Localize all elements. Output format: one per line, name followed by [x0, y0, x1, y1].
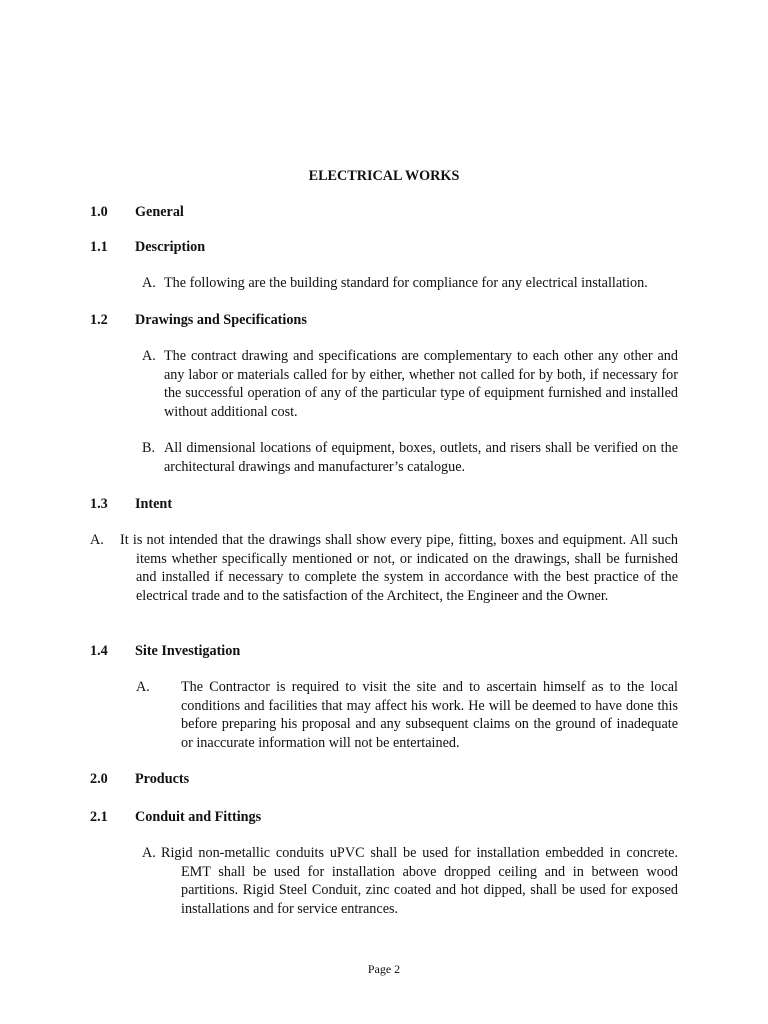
section-title: Description: [135, 239, 206, 255]
section-heading-2-1: [90, 808, 261, 826]
section-heading-2-0: [90, 770, 189, 788]
list-item-1-2-a: [142, 347, 678, 421]
list-marker: A.: [136, 679, 150, 695]
section-number: 1.0: [90, 204, 108, 220]
section-heading-1-1: [90, 238, 205, 256]
list-item-1-4-a: [136, 678, 678, 752]
page-number: Page 2: [367, 962, 401, 976]
paragraph: Rigid non-metallic conduits uPVC shall be used for installation embedded in concrete. EMT shall be used for installation above dropped ceiling and in between wood partitions. Rigid Steel Conduit, zinc coated and hot dipped, shall be used for exposed installations and for service entrances.: [161, 845, 678, 917]
section-number: 1.1: [90, 239, 108, 255]
paragraph: All dimensional locations of equipment, boxes, outlets, and risers shall be verified on the architectural drawings and manufacturer’s catalogue.: [164, 440, 678, 475]
list-item-1-3-a: [90, 531, 678, 605]
list-marker: A.: [90, 532, 104, 548]
section-number: 1.3: [90, 496, 108, 512]
list-item-2-1-a: [142, 844, 678, 918]
list-marker: A.: [142, 845, 156, 861]
list-marker: A.: [142, 348, 156, 364]
section-title: Drawings and Specifications: [135, 312, 307, 328]
section-number: 1.4: [90, 643, 108, 659]
paragraph: The Contractor is required to visit the site and to ascertain himself as to the local conditions and facilities that may affect his work. He will be deemed to have done this before preparing his proposal and any subsequent claims on the ground of inadequate or inaccurate information will not be entertained.: [181, 679, 678, 751]
section-title: Conduit and Fittings: [135, 809, 262, 825]
section-title: Site Investigation: [135, 643, 241, 659]
list-marker: A.: [142, 275, 156, 291]
section-number: 2.1: [90, 809, 108, 825]
section-title: Intent: [135, 496, 173, 512]
section-number: 1.2: [90, 312, 108, 328]
section-title: General: [135, 204, 184, 220]
document-title: ELECTRICAL WORKS: [308, 168, 460, 184]
list-item-1-2-b: [142, 439, 678, 476]
section-heading-1-4: [90, 642, 240, 660]
list-marker: B.: [142, 440, 156, 456]
section-heading-1-3: [90, 495, 172, 513]
section-heading-1-2: [90, 311, 307, 329]
paragraph: The contract drawing and specifications are complementary to each other any other and any labor or materials called for by either, whether not called for by both, if necessary for the successful operation of any of the particular type of equipment furnished and installed without additional cost.: [164, 348, 678, 420]
section-title: Products: [135, 771, 190, 787]
paragraph: The following are the building standard for compliance for any electrical installation.: [164, 275, 648, 291]
section-number: 2.0: [90, 771, 108, 787]
paragraph: It is not intended that the drawings shall show every pipe, fitting, boxes and equipment. All such items whether specifically mentioned or not, or indicated on the drawings, shall be furnished and installed if necessary to complete the system in accordance with the best practice of the electrical trade and to the satisfaction of the Architect, the Engineer and the Owner.: [120, 532, 678, 604]
section-heading-1-0: [90, 203, 184, 221]
list-item-1-1-a: [142, 274, 694, 293]
